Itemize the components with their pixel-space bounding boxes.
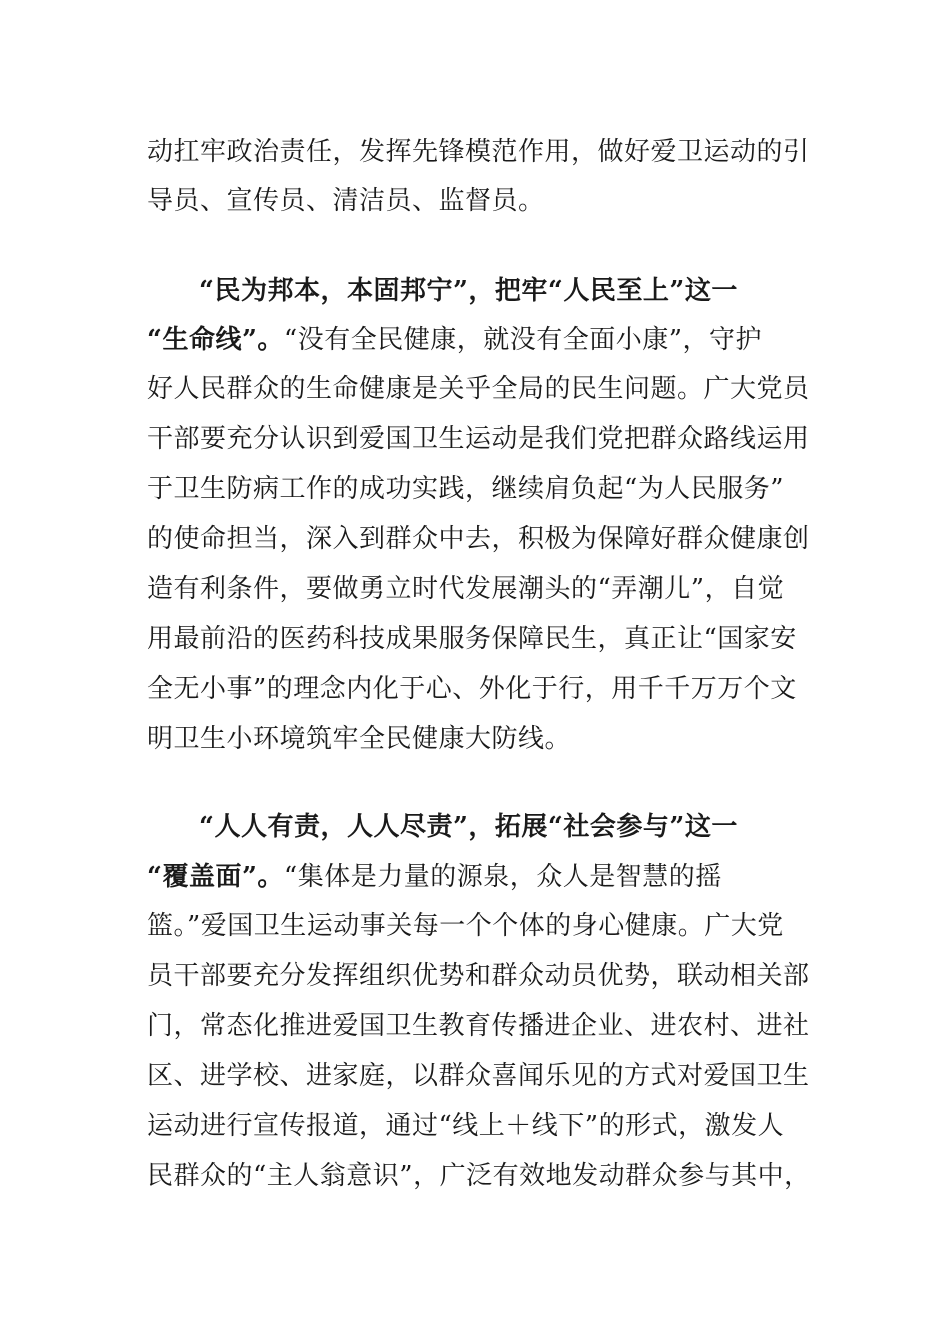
- paragraph-2-line-4: 干部要充分认识到爱国卫生运动是我们党把群众路线运用: [147, 424, 810, 454]
- paragraph-2-line-6: 的使命担当，深入到群众中去，积极为保障好群众健康创: [147, 524, 810, 554]
- paragraph-3-line-3: 篮。”爱国卫生运动事关每一个个体的身心健康。广大党: [147, 911, 784, 941]
- paragraph-3-line-4: 员干部要充分发挥组织优势和群众动员优势，联动相关部: [147, 961, 810, 991]
- paragraph-3-line-8: 民群众的“主人翁意识”，广泛有效地发动群众参与其中，: [147, 1161, 811, 1191]
- paragraph-1-line-1: 动扛牢政治责任，发挥先锋模范作用，做好爱卫运动的引: [147, 137, 810, 167]
- paragraph-3-line-5: 门，常态化推进爱国卫生教育传播进企业、进农村、进社: [147, 1011, 810, 1041]
- paragraph-2-line-2-text: “没有全民健康，就没有全面小康”，守护: [283, 325, 763, 355]
- paragraph-3-heading-end: “覆盖面”。: [147, 862, 284, 892]
- paragraph-3-line-7: 运动进行宣传报道，通过“线上＋线下”的形式，激发人: [147, 1111, 785, 1141]
- paragraph-3-line-2: [147, 862, 722, 892]
- paragraph-2-line-2: [147, 325, 762, 355]
- paragraph-2-line-8: 用最前沿的医药科技成果服务保障民生，真正让“国家安: [147, 624, 797, 654]
- paragraph-2-line-9: 全无小事”的理念内化于心、外化于行，用千千万万个文: [147, 674, 797, 704]
- paragraph-3-line-6: 区、进学校、进家庭，以群众喜闻乐见的方式对爱国卫生: [147, 1061, 810, 1091]
- paragraph-2-heading-end: “生命线”。: [147, 325, 284, 355]
- paragraph-2-line-3: 好人民群众的生命健康是关乎全局的民生问题。广大党员: [147, 374, 810, 404]
- paragraph-1-line-2: 导员、宣传员、清洁员、监督员。: [147, 186, 545, 216]
- paragraph-2-line-5: 于卫生防病工作的成功实践，继续肩负起“为人民服务”: [147, 474, 785, 504]
- paragraph-3-line-2-text: “集体是力量的源泉，众人是智慧的摇: [283, 862, 722, 892]
- paragraph-2-line-10: 明卫生小环境筑牢全民健康大防线。: [147, 724, 572, 754]
- paragraph-3-heading: “人人有责，人人尽责”，拓展“社会参与”这一: [199, 812, 738, 842]
- paragraph-2-line-7: 造有利条件，要做勇立时代发展潮头的“弄潮儿”，自觉: [147, 574, 785, 604]
- paragraph-2-heading: “民为邦本，本固邦宁”，把牢“人民至上”这一: [199, 276, 738, 306]
